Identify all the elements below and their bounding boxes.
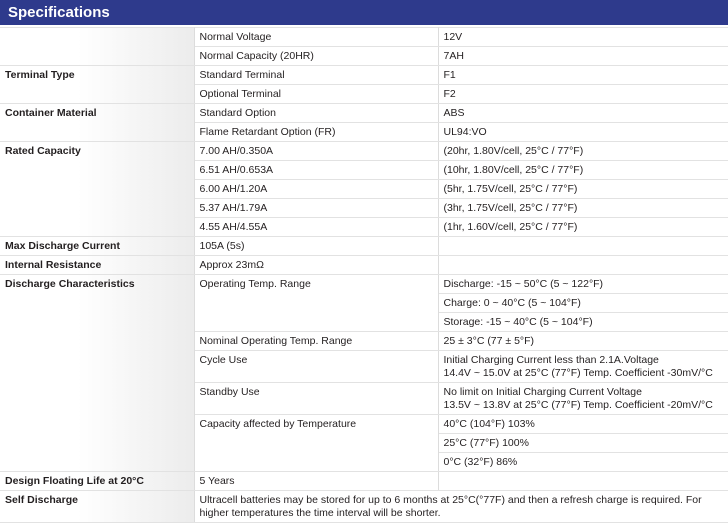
spec-cell: 5.37 AH/1.79A — [194, 199, 438, 218]
table-row — [0, 66, 728, 85]
spec-cell: 6.51 AH/0.653A — [194, 161, 438, 180]
row-label-rated-capacity: Rated Capacity — [0, 142, 194, 237]
text-line: Ultracell batteries may be stored for up to 6 months at 25°C(°77F) and then a refresh charge is required. For — [199, 494, 702, 506]
spec-cell: Normal Capacity (20HR) — [194, 47, 438, 66]
table-row — [0, 275, 728, 294]
spec-cell: 6.00 AH/1.20A — [194, 180, 438, 199]
value-cell: 25 ± 3°C (77 ± 5°F) — [438, 332, 728, 351]
table-row — [0, 28, 728, 47]
spec-cell: Optional Terminal — [194, 85, 438, 104]
value-cell: 7AH — [438, 47, 728, 66]
value-cell: (5hr, 1.75V/cell, 25°C / 77°F) — [438, 180, 728, 199]
self-discharge-text — [194, 491, 728, 523]
value-cell: 25°C (77°F) 100% — [438, 434, 728, 453]
spec-cell: 7.00 AH/0.350A — [194, 142, 438, 161]
table-row — [0, 256, 728, 275]
spec-cell: Standard Option — [194, 104, 438, 123]
value-cell: 40°C (104°F) 103% — [438, 415, 728, 434]
value-cell — [438, 256, 728, 275]
spec-cell: Cycle Use — [194, 351, 438, 383]
spec-cell: 4.55 AH/4.55A — [194, 218, 438, 237]
spec-cell: Approx 23mΩ — [194, 256, 438, 275]
row-label-design-floating-life: Design Floating Life at 20°C — [0, 472, 194, 491]
spec-cell: Normal Voltage — [194, 28, 438, 47]
row-label-terminal-type: Terminal Type — [0, 66, 194, 104]
value-cell: Discharge: -15 ~ 50°C (5 ~ 122°F) — [438, 275, 728, 294]
spec-cell-operating-temp: Operating Temp. Range — [194, 275, 438, 332]
value-cell: ABS — [438, 104, 728, 123]
value-cell — [438, 383, 728, 415]
value-cell: (3hr, 1.75V/cell, 25°C / 77°F) — [438, 199, 728, 218]
value-cell — [438, 351, 728, 383]
value-cell: Storage: -15 ~ 40°C (5 ~ 104°F) — [438, 313, 728, 332]
value-cell — [438, 237, 728, 256]
text-line: higher temperatures the time interval will be shorter. — [199, 507, 441, 519]
spec-cell: Flame Retardant Option (FR) — [194, 123, 438, 142]
specifications-title: Specifications — [8, 4, 110, 21]
spec-cell-capacity-temperature: Capacity affected by Temperature — [194, 415, 438, 472]
value-cell — [438, 472, 728, 491]
row-label-internal-resistance: Internal Resistance — [0, 256, 194, 275]
value-line: 13.5V ~ 13.8V at 25°C (77°F) Temp. Coefficient -20mV/°C — [443, 399, 713, 411]
value-cell: (1hr, 1.60V/cell, 25°C / 77°F) — [438, 218, 728, 237]
value-cell: 0°C (32°F) 86% — [438, 453, 728, 472]
value-line: 14.4V ~ 15.0V at 25°C (77°F) Temp. Coefficient -30mV/°C — [443, 367, 713, 379]
spec-cell: 5 Years — [194, 472, 438, 491]
table-row — [0, 237, 728, 256]
row-label-discharge-characteristics: Discharge Characteristics — [0, 275, 194, 472]
spec-cell: 105A (5s) — [194, 237, 438, 256]
value-cell: F1 — [438, 66, 728, 85]
row-label-max-discharge-current: Max Discharge Current — [0, 237, 194, 256]
value-cell: (10hr, 1.80V/cell, 25°C / 77°F) — [438, 161, 728, 180]
value-cell: (20hr, 1.80V/cell, 25°C / 77°F) — [438, 142, 728, 161]
spec-cell: Nominal Operating Temp. Range — [194, 332, 438, 351]
table-row — [0, 104, 728, 123]
value-line: No limit on Initial Charging Current Voltage — [443, 386, 642, 398]
table-row — [0, 142, 728, 161]
specifications-table — [0, 27, 728, 523]
spec-cell: Standard Terminal — [194, 66, 438, 85]
table-row — [0, 491, 728, 523]
row-label-container-material: Container Material — [0, 104, 194, 142]
value-cell: UL94:VO — [438, 123, 728, 142]
value-cell: F2 — [438, 85, 728, 104]
row-label — [0, 28, 194, 66]
table-row — [0, 472, 728, 491]
spec-cell: Standby Use — [194, 383, 438, 415]
value-line: Initial Charging Current less than 2.1A.Voltage — [443, 354, 659, 366]
value-cell: Charge: 0 ~ 40°C (5 ~ 104°F) — [438, 294, 728, 313]
row-label-self-discharge: Self Discharge — [0, 491, 194, 523]
value-cell: 12V — [438, 28, 728, 47]
specifications-header — [0, 0, 728, 25]
